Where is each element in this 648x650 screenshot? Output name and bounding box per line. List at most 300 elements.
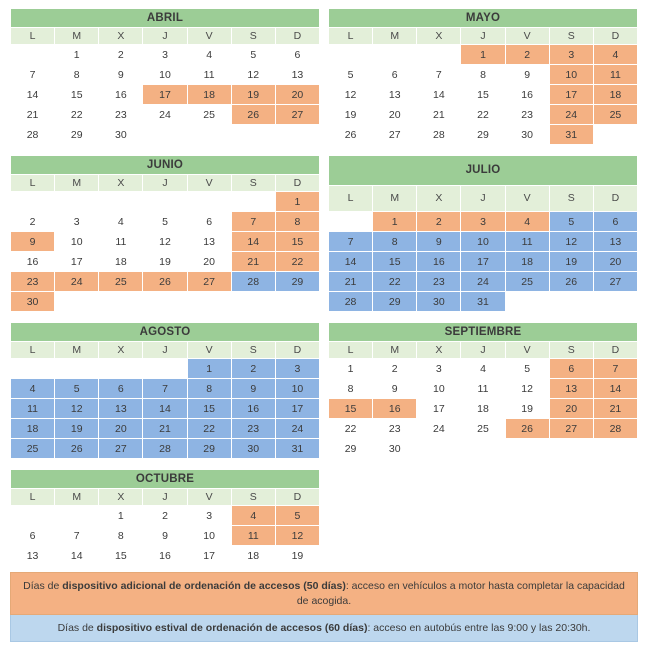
day-cell: 11 — [505, 232, 549, 252]
day-cell: 22 — [55, 105, 99, 125]
day-cell: 4 — [11, 379, 55, 399]
weekday-header: X — [417, 342, 461, 359]
day-cell: 3 — [187, 506, 231, 526]
day-cell: 10 — [461, 232, 505, 252]
day-cell: 1 — [55, 45, 99, 65]
day-cell-empty — [373, 45, 417, 65]
day-cell-empty — [187, 292, 231, 312]
week-row — [11, 232, 320, 252]
day-cell: 24 — [55, 272, 99, 292]
calendar-month — [10, 322, 320, 459]
day-cell: 16 — [417, 252, 461, 272]
weekday-header: S — [231, 489, 275, 506]
day-cell: 10 — [55, 232, 99, 252]
day-cell: 26 — [549, 272, 593, 292]
day-cell: 4 — [99, 212, 143, 232]
week-row — [329, 85, 638, 105]
day-cell: 22 — [373, 272, 417, 292]
day-cell: 23 — [99, 105, 143, 125]
day-cell: 21 — [143, 419, 187, 439]
day-cell: 11 — [231, 526, 275, 546]
day-cell: 25 — [187, 105, 231, 125]
day-cell: 27 — [275, 105, 319, 125]
day-cell-empty — [143, 292, 187, 312]
weekday-header: D — [593, 28, 637, 45]
day-cell: 27 — [373, 125, 417, 145]
calendar-month — [328, 322, 638, 459]
day-cell: 22 — [461, 105, 505, 125]
day-cell: 18 — [187, 85, 231, 105]
day-cell: 6 — [275, 45, 319, 65]
day-cell: 6 — [187, 212, 231, 232]
calendar-month — [328, 155, 638, 312]
day-cell: 8 — [99, 526, 143, 546]
calendar-month — [328, 8, 638, 145]
day-cell: 28 — [11, 125, 55, 145]
day-cell: 13 — [373, 85, 417, 105]
day-cell-empty — [55, 192, 99, 212]
day-cell: 2 — [417, 212, 461, 232]
weekday-header: M — [373, 342, 417, 359]
weekday-header: J — [461, 185, 505, 211]
weekday-header: J — [143, 175, 187, 192]
month-title: JUNIO — [11, 156, 320, 175]
day-cell: 7 — [231, 212, 275, 232]
day-cell-empty — [593, 292, 637, 312]
day-cell: 11 — [11, 399, 55, 419]
day-cell: 3 — [55, 212, 99, 232]
day-cell: 30 — [99, 125, 143, 145]
month-title: OCTUBRE — [11, 470, 320, 489]
week-row — [11, 45, 320, 65]
week-row — [11, 419, 320, 439]
day-cell: 16 — [373, 399, 417, 419]
day-cell: 5 — [55, 379, 99, 399]
week-row — [11, 85, 320, 105]
day-cell: 15 — [55, 85, 99, 105]
day-cell-empty — [461, 439, 505, 459]
day-cell: 8 — [187, 379, 231, 399]
legend-row-blue — [10, 615, 638, 642]
day-cell: 17 — [417, 399, 461, 419]
day-cell-empty — [275, 125, 319, 145]
weekday-header: D — [275, 342, 319, 359]
day-cell-empty — [11, 192, 55, 212]
weekday-header: J — [143, 28, 187, 45]
day-cell: 28 — [231, 272, 275, 292]
day-cell: 19 — [55, 419, 99, 439]
day-cell: 17 — [187, 546, 231, 566]
day-cell: 25 — [99, 272, 143, 292]
weekday-header: X — [417, 185, 461, 211]
day-cell: 13 — [549, 379, 593, 399]
day-cell: 9 — [143, 526, 187, 546]
calendar-grid — [10, 8, 638, 606]
day-cell: 11 — [593, 65, 637, 85]
week-row — [11, 65, 320, 85]
day-cell: 2 — [99, 45, 143, 65]
weekday-header: L — [329, 28, 373, 45]
day-cell: 14 — [231, 232, 275, 252]
legend-blue-suffix: : acceso en autobús entre las 9:00 y las 20:30h. — [367, 621, 591, 634]
week-row — [329, 125, 638, 145]
day-cell: 10 — [549, 65, 593, 85]
day-cell-empty — [55, 292, 99, 312]
weekday-header: D — [593, 185, 637, 211]
day-cell-empty — [11, 506, 55, 526]
day-cell: 23 — [231, 419, 275, 439]
day-cell: 23 — [417, 272, 461, 292]
weekday-header: L — [329, 185, 373, 211]
legend — [10, 572, 638, 642]
day-cell: 9 — [505, 65, 549, 85]
day-cell: 12 — [231, 65, 275, 85]
weekday-header: L — [11, 342, 55, 359]
week-row — [11, 379, 320, 399]
weekday-header: M — [373, 185, 417, 211]
week-row — [11, 546, 320, 566]
week-row — [329, 45, 638, 65]
day-cell: 29 — [55, 125, 99, 145]
day-cell: 13 — [99, 399, 143, 419]
day-cell: 8 — [275, 212, 319, 232]
day-cell: 3 — [461, 212, 505, 232]
day-cell: 3 — [143, 45, 187, 65]
legend-orange-bold: dispositivo adicional de ordenación de accesos (50 días) — [62, 580, 346, 593]
weekday-header: J — [143, 342, 187, 359]
month-title: MAYO — [329, 9, 638, 28]
week-row — [11, 192, 320, 212]
weekday-header: X — [99, 175, 143, 192]
day-cell: 1 — [461, 45, 505, 65]
day-cell: 19 — [505, 399, 549, 419]
day-cell: 14 — [593, 379, 637, 399]
day-cell-empty — [55, 359, 99, 379]
day-cell: 8 — [373, 232, 417, 252]
week-row — [329, 105, 638, 125]
day-cell: 30 — [505, 125, 549, 145]
day-cell: 21 — [417, 105, 461, 125]
day-cell: 20 — [187, 252, 231, 272]
day-cell: 17 — [55, 252, 99, 272]
day-cell: 30 — [417, 292, 461, 312]
weekday-header: V — [187, 175, 231, 192]
day-cell: 26 — [505, 419, 549, 439]
day-cell-empty — [99, 359, 143, 379]
day-cell: 7 — [11, 65, 55, 85]
day-cell: 23 — [11, 272, 55, 292]
day-cell: 14 — [55, 546, 99, 566]
day-cell: 19 — [143, 252, 187, 272]
day-cell: 14 — [143, 399, 187, 419]
day-cell: 9 — [417, 232, 461, 252]
day-cell: 10 — [417, 379, 461, 399]
day-cell: 15 — [99, 546, 143, 566]
month-title: SEPTIEMBRE — [329, 323, 638, 342]
week-row — [11, 399, 320, 419]
day-cell-empty — [549, 292, 593, 312]
day-cell: 14 — [11, 85, 55, 105]
weekday-header: M — [55, 28, 99, 45]
day-cell: 28 — [593, 419, 637, 439]
weekday-header: X — [417, 28, 461, 45]
day-cell: 29 — [329, 439, 373, 459]
weekday-header: X — [99, 489, 143, 506]
week-row — [329, 212, 638, 232]
day-cell: 14 — [417, 85, 461, 105]
day-cell: 8 — [329, 379, 373, 399]
day-cell: 13 — [593, 232, 637, 252]
day-cell: 26 — [143, 272, 187, 292]
day-cell: 19 — [275, 546, 319, 566]
day-cell: 16 — [505, 85, 549, 105]
day-cell: 11 — [461, 379, 505, 399]
day-cell: 25 — [505, 272, 549, 292]
day-cell: 5 — [549, 212, 593, 232]
day-cell: 6 — [593, 212, 637, 232]
day-cell: 21 — [593, 399, 637, 419]
day-cell: 26 — [231, 105, 275, 125]
day-cell: 10 — [143, 65, 187, 85]
day-cell: 4 — [187, 45, 231, 65]
day-cell: 1 — [99, 506, 143, 526]
day-cell-empty — [99, 192, 143, 212]
day-cell: 30 — [11, 292, 55, 312]
day-cell-empty — [505, 292, 549, 312]
week-row — [329, 252, 638, 272]
day-cell: 17 — [143, 85, 187, 105]
day-cell: 25 — [461, 419, 505, 439]
week-row — [329, 272, 638, 292]
weekday-header: V — [505, 28, 549, 45]
weekday-header: S — [231, 175, 275, 192]
day-cell-empty — [329, 45, 373, 65]
day-cell: 18 — [461, 399, 505, 419]
week-row — [11, 292, 320, 312]
weekday-header: D — [275, 175, 319, 192]
day-cell-empty — [505, 439, 549, 459]
calendar-month — [10, 155, 320, 312]
day-cell: 7 — [593, 359, 637, 379]
day-cell: 13 — [11, 546, 55, 566]
day-cell: 4 — [231, 506, 275, 526]
week-row — [329, 379, 638, 399]
day-cell: 11 — [187, 65, 231, 85]
day-cell: 31 — [461, 292, 505, 312]
week-row — [11, 105, 320, 125]
day-cell: 5 — [231, 45, 275, 65]
day-cell: 1 — [373, 212, 417, 232]
day-cell: 8 — [461, 65, 505, 85]
weekday-header: D — [275, 28, 319, 45]
day-cell: 20 — [549, 399, 593, 419]
week-row — [329, 439, 638, 459]
weekday-header: S — [231, 342, 275, 359]
weekday-header: V — [505, 185, 549, 211]
day-cell: 20 — [99, 419, 143, 439]
day-cell: 18 — [505, 252, 549, 272]
day-cell: 1 — [329, 359, 373, 379]
day-cell: 10 — [275, 379, 319, 399]
day-cell: 22 — [187, 419, 231, 439]
day-cell-empty — [593, 439, 637, 459]
day-cell: 23 — [505, 105, 549, 125]
weekday-header: D — [275, 489, 319, 506]
legend-orange-prefix: Días de — [23, 580, 63, 593]
day-cell: 15 — [187, 399, 231, 419]
day-cell: 25 — [11, 439, 55, 459]
week-row — [329, 232, 638, 252]
day-cell: 13 — [275, 65, 319, 85]
day-cell: 2 — [143, 506, 187, 526]
day-cell: 31 — [549, 125, 593, 145]
day-cell: 1 — [275, 192, 319, 212]
legend-blue-prefix: Días de — [57, 621, 97, 634]
day-cell: 16 — [11, 252, 55, 272]
day-cell: 24 — [549, 105, 593, 125]
legend-orange-suffix: : acceso en vehículos a motor hasta completar la capacidad de acogida. — [296, 580, 625, 607]
week-row — [329, 359, 638, 379]
weekday-header: V — [187, 342, 231, 359]
day-cell: 25 — [593, 105, 637, 125]
day-cell: 9 — [231, 379, 275, 399]
day-cell: 2 — [11, 212, 55, 232]
day-cell: 12 — [275, 526, 319, 546]
day-cell: 22 — [275, 252, 319, 272]
day-cell-empty — [11, 359, 55, 379]
weekday-header: J — [143, 489, 187, 506]
day-cell: 6 — [11, 526, 55, 546]
day-cell: 27 — [187, 272, 231, 292]
weekday-header: S — [549, 342, 593, 359]
day-cell-empty — [143, 192, 187, 212]
calendar-month — [10, 8, 320, 145]
day-cell: 29 — [275, 272, 319, 292]
day-cell: 13 — [187, 232, 231, 252]
day-cell: 14 — [329, 252, 373, 272]
day-cell: 19 — [549, 252, 593, 272]
day-cell: 3 — [275, 359, 319, 379]
day-cell: 18 — [231, 546, 275, 566]
day-cell: 16 — [99, 85, 143, 105]
week-row — [11, 526, 320, 546]
week-row — [11, 439, 320, 459]
day-cell-empty — [231, 192, 275, 212]
day-cell: 26 — [55, 439, 99, 459]
day-cell: 15 — [461, 85, 505, 105]
day-cell: 24 — [461, 272, 505, 292]
day-cell-empty — [55, 506, 99, 526]
day-cell: 24 — [417, 419, 461, 439]
weekday-header: M — [373, 28, 417, 45]
day-cell: 5 — [143, 212, 187, 232]
day-cell: 28 — [329, 292, 373, 312]
week-row — [11, 212, 320, 232]
day-cell: 9 — [373, 379, 417, 399]
day-cell: 11 — [99, 232, 143, 252]
day-cell: 17 — [275, 399, 319, 419]
day-cell: 16 — [231, 399, 275, 419]
day-cell: 7 — [143, 379, 187, 399]
day-cell-empty — [417, 439, 461, 459]
day-cell-empty — [231, 292, 275, 312]
day-cell: 30 — [231, 439, 275, 459]
week-row — [329, 419, 638, 439]
day-cell: 20 — [373, 105, 417, 125]
day-cell: 22 — [329, 419, 373, 439]
day-cell-empty — [329, 212, 373, 232]
weekday-header: S — [549, 28, 593, 45]
day-cell: 16 — [143, 546, 187, 566]
weekday-header: L — [11, 175, 55, 192]
day-cell: 31 — [275, 439, 319, 459]
weekday-header: M — [55, 175, 99, 192]
weekday-header: X — [99, 28, 143, 45]
weekday-header: J — [461, 28, 505, 45]
day-cell: 20 — [593, 252, 637, 272]
week-row — [11, 125, 320, 145]
day-cell-empty — [549, 439, 593, 459]
day-cell: 18 — [11, 419, 55, 439]
month-title: AGOSTO — [11, 323, 320, 342]
day-cell: 12 — [55, 399, 99, 419]
weekday-header: L — [11, 28, 55, 45]
day-cell: 21 — [231, 252, 275, 272]
day-cell: 23 — [373, 419, 417, 439]
legend-row-orange — [10, 572, 638, 614]
day-cell: 5 — [505, 359, 549, 379]
day-cell-empty — [99, 292, 143, 312]
week-row — [329, 65, 638, 85]
day-cell: 12 — [505, 379, 549, 399]
weekday-header: D — [593, 342, 637, 359]
day-cell: 2 — [505, 45, 549, 65]
weekday-header: M — [55, 342, 99, 359]
weekday-header: V — [187, 28, 231, 45]
day-cell: 6 — [373, 65, 417, 85]
week-row — [329, 399, 638, 419]
day-cell: 9 — [99, 65, 143, 85]
day-cell: 19 — [329, 105, 373, 125]
day-cell: 12 — [143, 232, 187, 252]
day-cell: 15 — [329, 399, 373, 419]
day-cell: 29 — [461, 125, 505, 145]
day-cell: 28 — [417, 125, 461, 145]
weekday-header: L — [11, 489, 55, 506]
weekday-header: M — [55, 489, 99, 506]
day-cell: 28 — [143, 439, 187, 459]
day-cell: 27 — [593, 272, 637, 292]
day-cell: 7 — [329, 232, 373, 252]
day-cell: 24 — [143, 105, 187, 125]
weekday-header: S — [549, 185, 593, 211]
weekday-header: V — [505, 342, 549, 359]
day-cell: 12 — [549, 232, 593, 252]
day-cell: 19 — [231, 85, 275, 105]
day-cell: 27 — [549, 419, 593, 439]
day-cell: 17 — [549, 85, 593, 105]
day-cell: 2 — [231, 359, 275, 379]
week-row — [11, 252, 320, 272]
day-cell: 18 — [99, 252, 143, 272]
week-row — [329, 292, 638, 312]
week-row — [11, 359, 320, 379]
day-cell-empty — [593, 125, 637, 145]
week-row — [11, 506, 320, 526]
day-cell-empty — [187, 125, 231, 145]
day-cell: 15 — [373, 252, 417, 272]
day-cell: 4 — [593, 45, 637, 65]
